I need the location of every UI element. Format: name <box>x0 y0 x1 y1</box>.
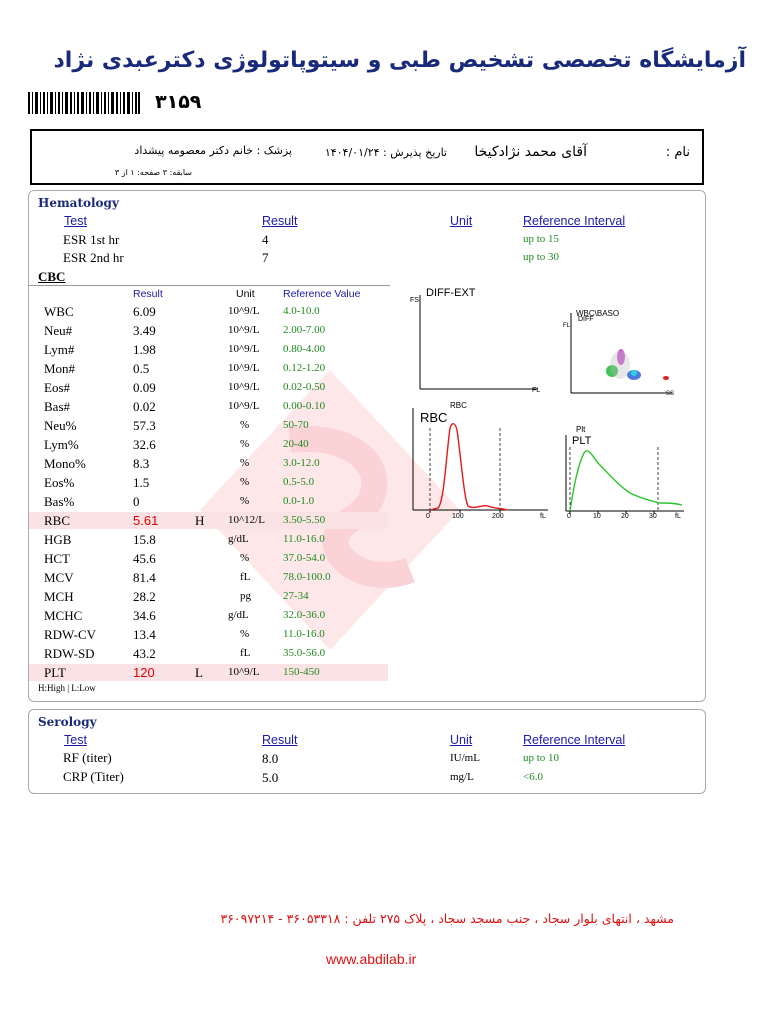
cbc-test-name: Bas# <box>44 399 70 414</box>
patient-name: آقای محمد نژادکیخا <box>474 144 587 160</box>
cbc-result: 13.4 <box>133 627 156 642</box>
cbc-unit: % <box>240 438 250 450</box>
admission-date: تاریخ پذیرش : ۱۴۰۴/۰۱/۲۴ <box>324 146 447 159</box>
cbc-unit: pg <box>240 590 251 602</box>
cbc-test-name: HGB <box>44 532 72 547</box>
lab-title: آزمایشگاه تخصصی تشخیص طبی و سیتوپاتولوژی دکترعبدی نژاد <box>53 48 746 73</box>
cbc-unit: fL <box>240 647 251 659</box>
cbc-ref: 11.0-16.0 <box>283 533 325 545</box>
cbc-unit: fL <box>240 571 251 583</box>
cbc-ref: 11.0-16.0 <box>283 628 325 640</box>
cbc-result: 0.02 <box>133 399 156 414</box>
sero-header-unit: Unit <box>450 733 473 747</box>
diff-ext-graph <box>408 285 556 397</box>
cbc-unit: 10^9/L <box>228 343 260 355</box>
cbc-ref: 3.0-12.0 <box>283 457 320 469</box>
cbc-test-name: RBC <box>44 513 71 528</box>
sero-header-test: Test <box>64 733 87 747</box>
crp-test: CRP (Titer) <box>63 769 124 784</box>
esr2-test: ESR 2nd hr <box>63 250 124 265</box>
footer-website[interactable]: www.abdilab.ir <box>326 951 417 967</box>
cbc-result: 43.2 <box>133 646 156 661</box>
cbc-unit: % <box>240 457 250 469</box>
esr1-ref: up to 15 <box>523 233 560 245</box>
cbc-ref: 0.0-1.0 <box>283 495 315 507</box>
scatter-cluster-gray <box>610 351 630 379</box>
cbc-unit: 10^9/L <box>228 362 260 374</box>
cbc-test-name: Neu# <box>44 323 73 338</box>
cbc-test-name: Mon# <box>44 361 76 376</box>
cbc-result: 0.5 <box>133 361 150 376</box>
hema-header-test: Test <box>64 214 87 228</box>
scatter-cluster-red <box>663 376 669 380</box>
serology-title: Serology <box>38 715 97 729</box>
sero-header-result: Result <box>262 733 298 747</box>
cbc-test-name: Eos# <box>44 380 70 395</box>
cbc-test-name: RDW-CV <box>44 627 96 642</box>
cbc-unit: g/dL <box>228 609 249 621</box>
rbc-tick-100: 100 <box>452 513 464 520</box>
cbc-test-name: Bas% <box>44 494 75 509</box>
scatter-cluster-cyan <box>631 370 637 376</box>
cbc-ref: 0.02-0.50 <box>283 381 326 393</box>
doctor-name: پزشک : خانم دکتر معصومه پیشداد <box>134 144 292 157</box>
diff-ext-y-label: FS <box>410 297 419 304</box>
cbc-unit: g/dL <box>228 533 249 545</box>
cbc-unit: 10^9/L <box>228 666 260 678</box>
cbc-test-name: RDW-SD <box>44 646 95 661</box>
cbc-test-name: MCH <box>44 589 74 604</box>
cbc-test-name: Mono% <box>44 456 86 471</box>
cbc-result: 8.3 <box>133 456 150 471</box>
cbc-result: 1.5 <box>133 475 150 490</box>
cbc-result: 6.09 <box>133 304 156 319</box>
cbc-unit: % <box>240 552 250 564</box>
wbc-baso-title: WBC\BASO <box>576 309 620 318</box>
plt-tick-0: 0 <box>567 513 571 520</box>
barcode-number: ۳۱۵۹ <box>155 91 202 113</box>
cbc-unit: 10^9/L <box>228 400 260 412</box>
esr2-result: 7 <box>262 250 269 265</box>
rf-unit: IU/mL <box>450 752 480 764</box>
cbc-header-result: Result <box>133 288 163 300</box>
plt-tick-30: 30 <box>649 513 657 520</box>
crp-unit: mg/L <box>450 771 474 783</box>
plt-label-small: Plt <box>576 425 586 434</box>
plt-tick-10: 10 <box>593 513 601 520</box>
rbc-tick-fl: fL <box>540 513 546 520</box>
cbc-unit: % <box>240 495 250 507</box>
patient-info-box <box>30 129 704 185</box>
cbc-unit: 10^9/L <box>228 305 260 317</box>
cbc-result: 15.8 <box>133 532 156 547</box>
hema-header-result: Result <box>262 214 298 228</box>
diff-ext-x-label: FL <box>532 387 541 394</box>
cbc-result: 34.6 <box>133 608 156 623</box>
cbc-test-name: Lym% <box>44 437 79 452</box>
cbc-ref: 3.50-5.50 <box>283 514 326 526</box>
cbc-result-abnormal: 120 <box>133 665 155 680</box>
rbc-label-big: RBC <box>420 410 448 425</box>
wbc-baso-x-label: SS <box>666 391 675 397</box>
abnormal-row-highlight <box>29 664 388 681</box>
cbc-ref: 50-70 <box>283 419 309 431</box>
cbc-result: 81.4 <box>133 570 156 585</box>
sero-header-ref: Reference Interval <box>523 733 626 747</box>
rf-result: 8.0 <box>262 751 279 766</box>
cbc-result: 32.6 <box>133 437 156 452</box>
abnormal-row-highlight <box>29 512 388 529</box>
cbc-unit: 10^9/L <box>228 381 260 393</box>
cbc-ref: 0.80-4.00 <box>283 343 326 355</box>
plt-tick-20: 20 <box>621 513 629 520</box>
cbc-result: 57.3 <box>133 418 156 433</box>
cbc-ref: 32.0-36.0 <box>283 609 326 621</box>
cbc-header-ref: Reference Value <box>283 288 361 300</box>
cbc-result: 45.6 <box>133 551 156 566</box>
cbc-ref: 0.00-0.10 <box>283 400 326 412</box>
rbc-label-small: RBC <box>450 401 467 410</box>
esr1-test: ESR 1st hr <box>63 232 120 247</box>
plt-tick-fl: fL <box>675 513 681 520</box>
cbc-ref: 0.5-5.0 <box>283 476 315 488</box>
cbc-result: 28.2 <box>133 589 156 604</box>
cbc-divider <box>28 285 390 286</box>
esr2-ref: up to 30 <box>523 251 560 263</box>
page-info: سابقه: ۳ صفحه: ۱ از ۳ <box>114 168 192 177</box>
cbc-result-abnormal: 5.61 <box>133 513 159 528</box>
hema-header-unit: Unit <box>450 214 473 228</box>
cbc-result: 3.49 <box>133 323 156 338</box>
diff-ext-title: DIFF-EXT <box>426 287 476 299</box>
hematology-title: Hematology <box>38 196 119 210</box>
cbc-flag: H <box>195 513 205 528</box>
cbc-unit: 10^12/L <box>228 514 265 526</box>
cbc-test-name: WBC <box>44 304 74 319</box>
name-label: نام : <box>665 145 690 160</box>
plt-curve <box>570 451 682 511</box>
cbc-result: 1.98 <box>133 342 156 357</box>
wbc-baso-sub: DIFF <box>578 316 594 323</box>
cbc-test-name: PLT <box>44 665 66 680</box>
cbc-ref: 78.0-100.0 <box>283 571 331 583</box>
cbc-result: 0 <box>133 494 140 509</box>
cbc-flag: L <box>195 665 203 680</box>
rbc-tick-0: 0 <box>426 513 430 520</box>
cbc-test-name: MCHC <box>44 608 83 623</box>
footer-address: مشهد ، انتهای بلوار سجاد ، جنب مسجد سجاد ، پلاک ۲۷۵ تلفن : ۳۶۰۵۳۳۱۸ - ۳۶۰۹۷۲۱۴ <box>220 911 674 926</box>
wbc-baso-y-label: FL <box>563 323 571 329</box>
wbc-baso-graph <box>562 305 682 400</box>
crp-ref: <6.0 <box>523 771 543 783</box>
cbc-unit: 10^9/L <box>228 324 260 336</box>
rbc-curve <box>430 424 508 510</box>
cbc-test-name: Eos% <box>44 475 75 490</box>
cbc-ref: 0.12-1.20 <box>283 362 326 374</box>
cbc-unit: % <box>240 419 250 431</box>
cbc-ref: 150-450 <box>283 666 320 678</box>
esr1-result: 4 <box>262 232 269 247</box>
cbc-test-name: HCT <box>44 551 70 566</box>
cbc-ref: 35.0-56.0 <box>283 647 326 659</box>
cbc-test-name: Lym# <box>44 342 75 357</box>
rf-test: RF (titer) <box>63 750 112 765</box>
rbc-tick-200: 200 <box>492 513 504 520</box>
cbc-test-name: Neu% <box>44 418 77 433</box>
hema-header-ref: Reference Interval <box>523 214 626 228</box>
barcode <box>28 92 140 114</box>
cbc-test-name: MCV <box>44 570 74 585</box>
cbc-title: CBC <box>38 269 66 284</box>
cbc-ref: 4.0-10.0 <box>283 305 320 317</box>
rbc-histogram <box>408 398 558 528</box>
plt-label-big: PLT <box>572 435 592 447</box>
plt-histogram <box>560 415 690 528</box>
flag-legend: H:High | L:Low <box>38 683 96 693</box>
cbc-unit: % <box>240 628 250 640</box>
cbc-unit: % <box>240 476 250 488</box>
cbc-ref: 2.00-7.00 <box>283 324 326 336</box>
cbc-ref: 27-34 <box>283 590 309 602</box>
serology-panel <box>28 709 706 794</box>
cbc-ref: 20-40 <box>283 438 309 450</box>
cbc-ref: 37.0-54.0 <box>283 552 326 564</box>
crp-result: 5.0 <box>262 770 279 785</box>
cbc-result: 0.09 <box>133 380 156 395</box>
cbc-header-unit: Unit <box>236 288 255 300</box>
rf-ref: up to 10 <box>523 752 560 764</box>
